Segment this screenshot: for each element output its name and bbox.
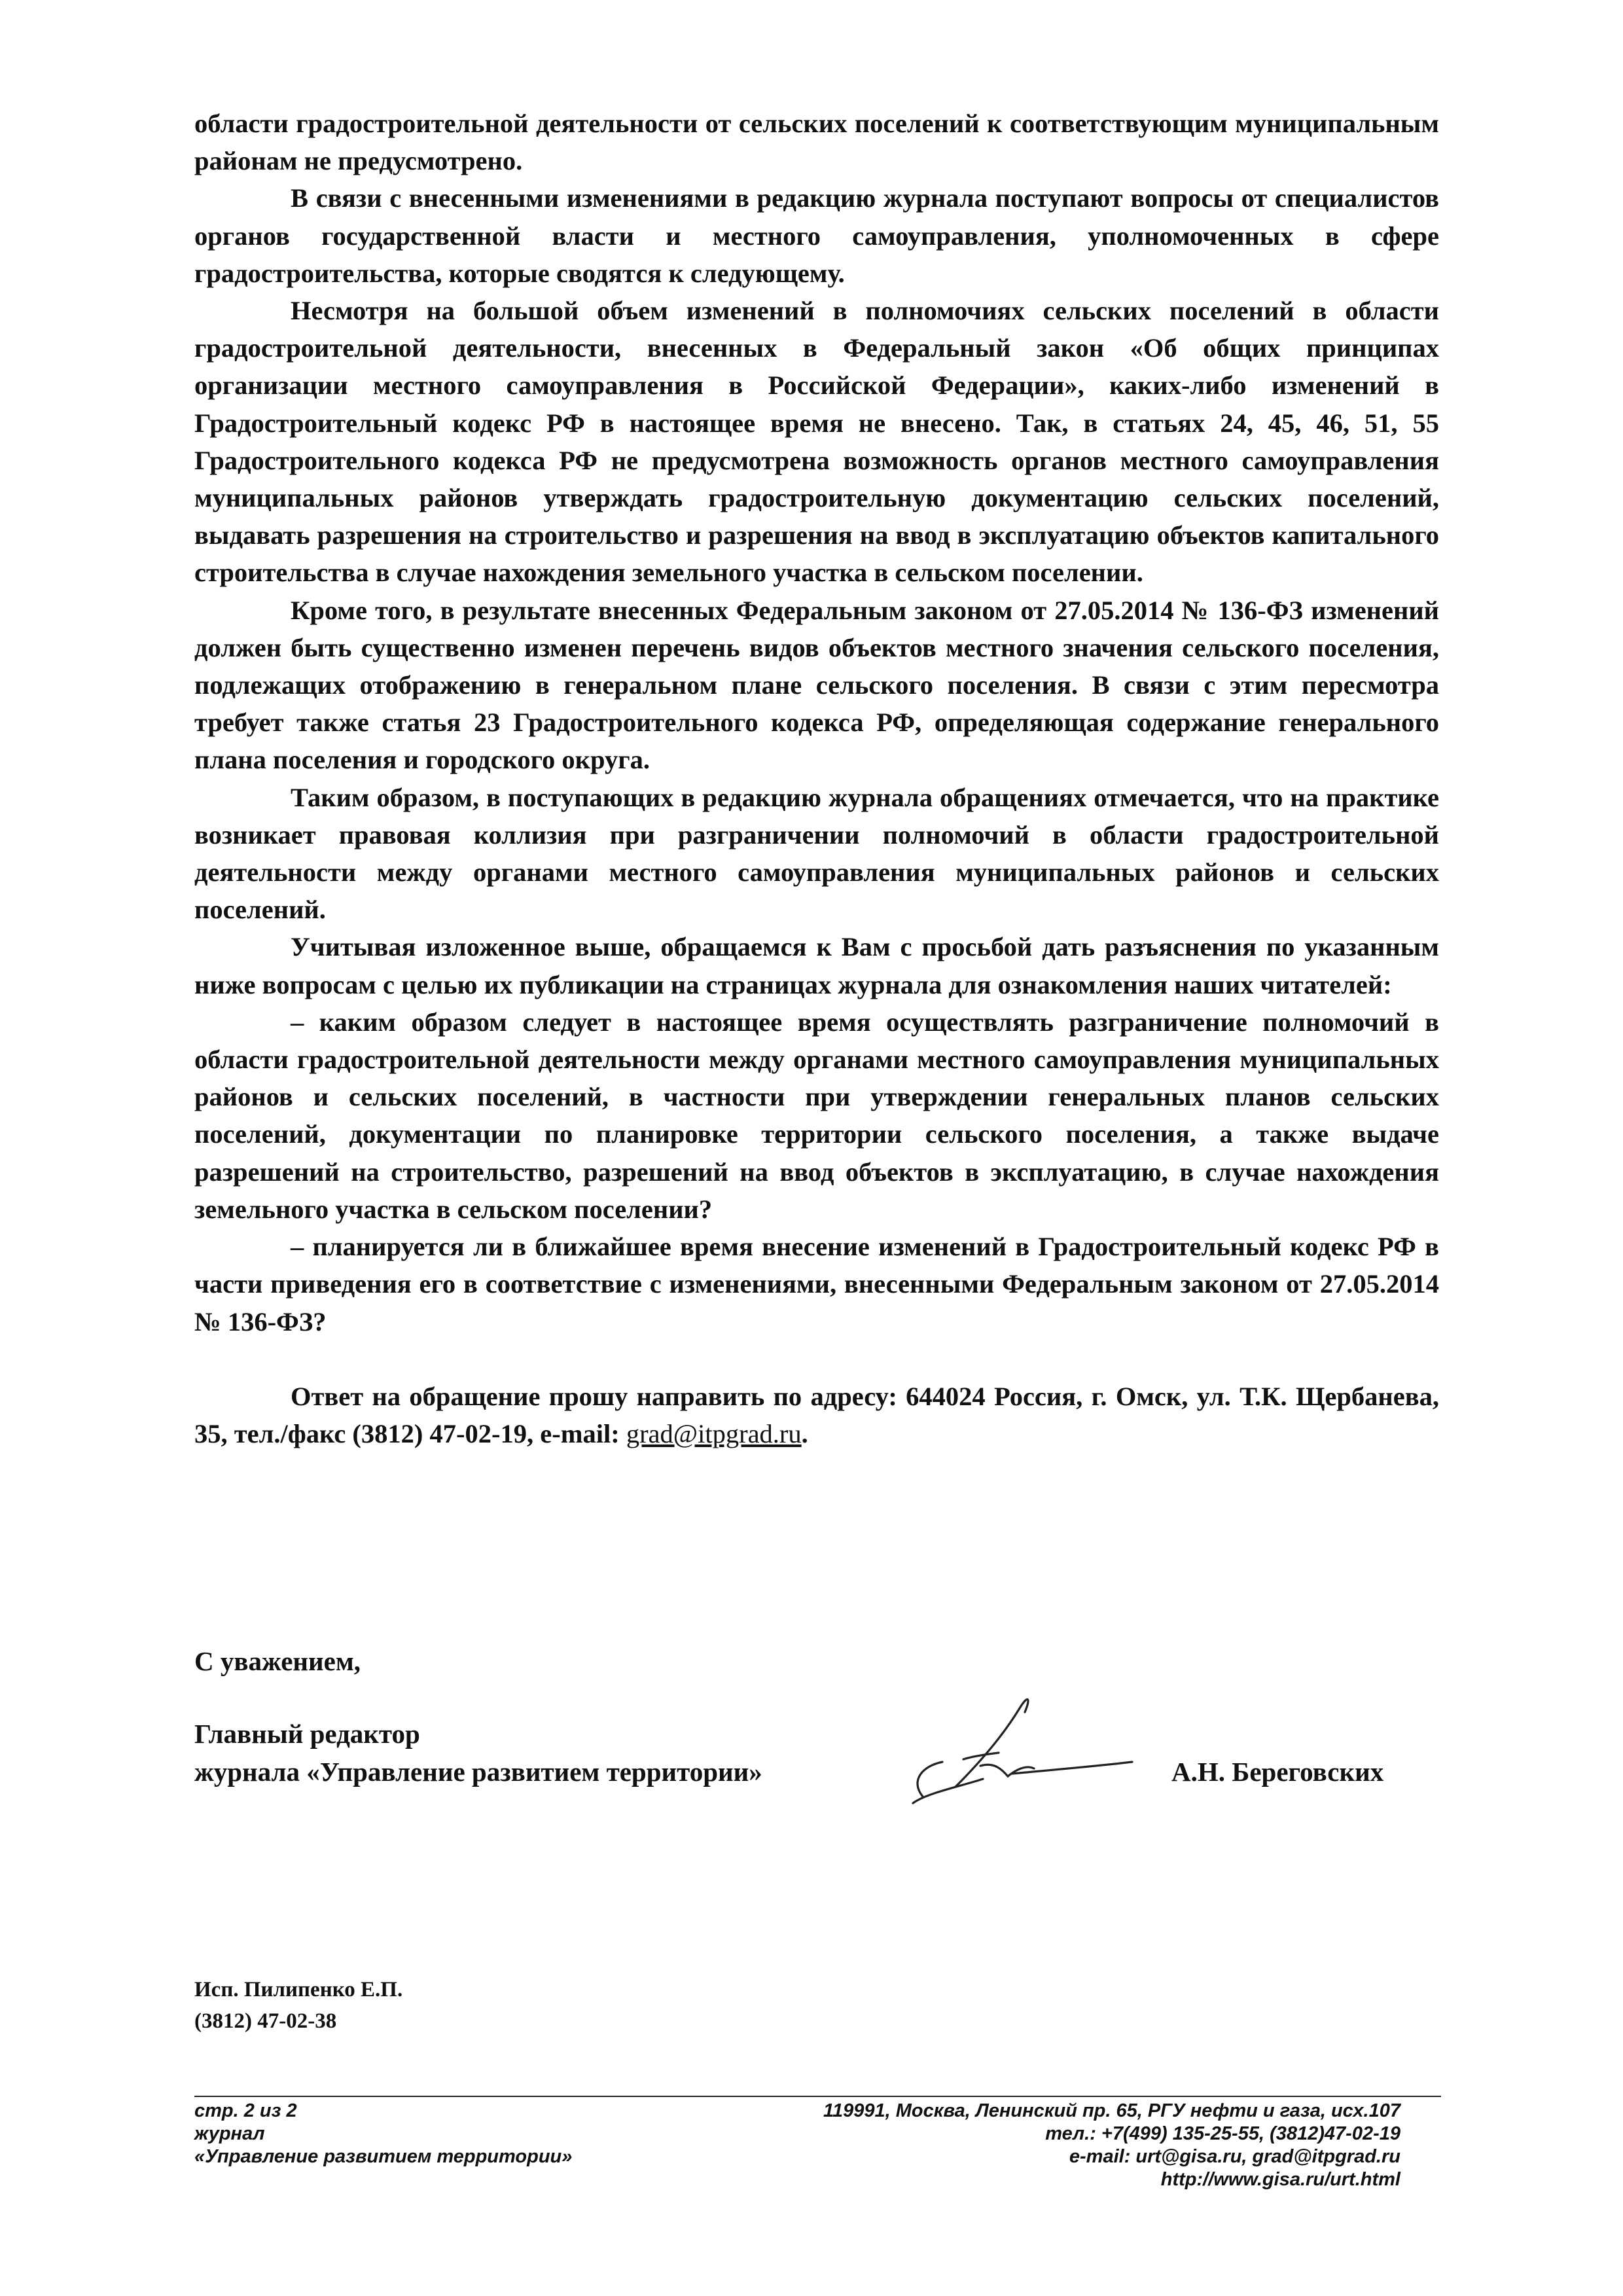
signatory-title-line2: журнала «Управление развитием территории» [194,1757,762,1787]
reply-address [194,1378,1439,1452]
footer-email[interactable]: e-mail: urt@gisa.ru, grad@itpgrad.ru [1069,2146,1400,2167]
paragraph-5: Таким образом, в поступающих в редакцию журнала обращениях отмечается, что на практике возникает правовая коллизия при разграничении полномочий в области градостроительной деятельности между органами местного самоуправления муниципальных районов и сельских поселений. [194,782,1439,925]
email-link[interactable]: grad@itpgrad.ru [626,1418,802,1448]
signature-icon [903,1689,1152,1826]
paragraph-1: области градостроительной деятельности от сельских поселений к соответствующим муниципальным районам не предусмотрено. [194,109,1439,176]
footer-divider [194,2096,1441,2097]
footer-journal-label: журнал [194,2123,265,2144]
signatory-title [194,1715,762,1791]
footer-address: 119991, Москва, Ленинский пр. 65, РГУ нефти и газа, исх.107 [823,2100,1400,2121]
executor-block [194,1974,402,2037]
footer-journal-name: «Управление развитием территории» [194,2146,573,2167]
paragraph-3: Несмотря на большой объем изменений в полномочиях сельских поселений в области градостроительной деятельности, внесенных в Федеральный закон «Об общих принципах организации местного самоуправления в Российской Федерации», каких-либо изменений в Градостроительный кодекс РФ в настоящее время не внесено. Так, в статьях 24, 45, 46, 51, 55 Градостроительного кодекса РФ не предусмотрена возможность органов местного самоуправления муниципальных районов утверждать градостроительную документацию сельских поселений, выдавать разрешения на строительство и разрешения на ввод в эксплуатацию объектов капитального строительства в случае нахождения земельного участка в сельском поселении. [194,296,1439,588]
signatory-name: А.Н. Береговских [1171,1757,1384,1787]
paragraph-4: Кроме того, в результате внесенных Федеральным законом от 27.05.2014 № 136-ФЗ изменений должен быть существенно изменен перечень видов объектов местного значения сельского поселения, подлежащих отображению в генеральном плане сельского поселения. В связи с этим пересмотра требует также статья 23 Градостроительного кодекса РФ, определяющая содержание генерального плана поселения и городского округа. [194,595,1439,775]
footer-website[interactable]: http://www.gisa.ru/urt.html [1160,2169,1400,2190]
paragraph-6: Учитывая изложенное выше, обращаемся к Вам с просьбой дать разъяснения по указанным ниже вопросам с целью их публикации на страницах журнала для ознакомления наших читателей: [194,932,1439,999]
executor-name: Исп. Пилипенко Е.П. [194,1978,403,2001]
reply-address-end: . [801,1418,808,1448]
reply-address-text: Ответ на обращение прошу направить по адресу: 644024 Россия, г. Омск, ул. Т.К. Щербанева, 35, тел./факс (3812) 47-02-19, e-mail: [194,1381,1439,1448]
paragraph-2: В связи с внесенными изменениями в редакцию журнала поступают вопросы от специалистов органов государственной власти и местного самоуправления, уполномоченных в сфере градостроительства, которые сводятся к следующему. [194,183,1439,288]
question-2: – планируется ли в ближайшее время внесение изменений в Градостроительный кодекс РФ в части приведения его в соответствие с изменениями, внесенными Федеральным законом от 27.05.2014 № 136-ФЗ? [194,1232,1439,1336]
letter-body [194,105,1439,1452]
closing: С уважением, [194,1646,361,1676]
footer-phone: тел.: +7(499) 135-25-55, (3812)47-02-19 [1045,2123,1400,2144]
footer-right [823,2100,1400,2191]
question-1: – каким образом следует в настоящее время осуществлять разграничение полномочий в области градостроительной деятельности между органами местного самоуправления муниципальных районов и сельских поселений, в частности при утверждении генеральных планов сельских поселений, документации по планировке территории сельского поселения, а также выдаче разрешений на строительство, разрешений на ввод объектов в эксплуатацию, в случае нахождения земельного участка в сельском поселении? [194,1007,1439,1224]
footer-left [194,2100,572,2168]
signatory-title-line1: Главный редактор [194,1719,420,1749]
page-number: стр. 2 из 2 [194,2100,297,2121]
executor-phone: (3812) 47-02-38 [194,2009,337,2033]
